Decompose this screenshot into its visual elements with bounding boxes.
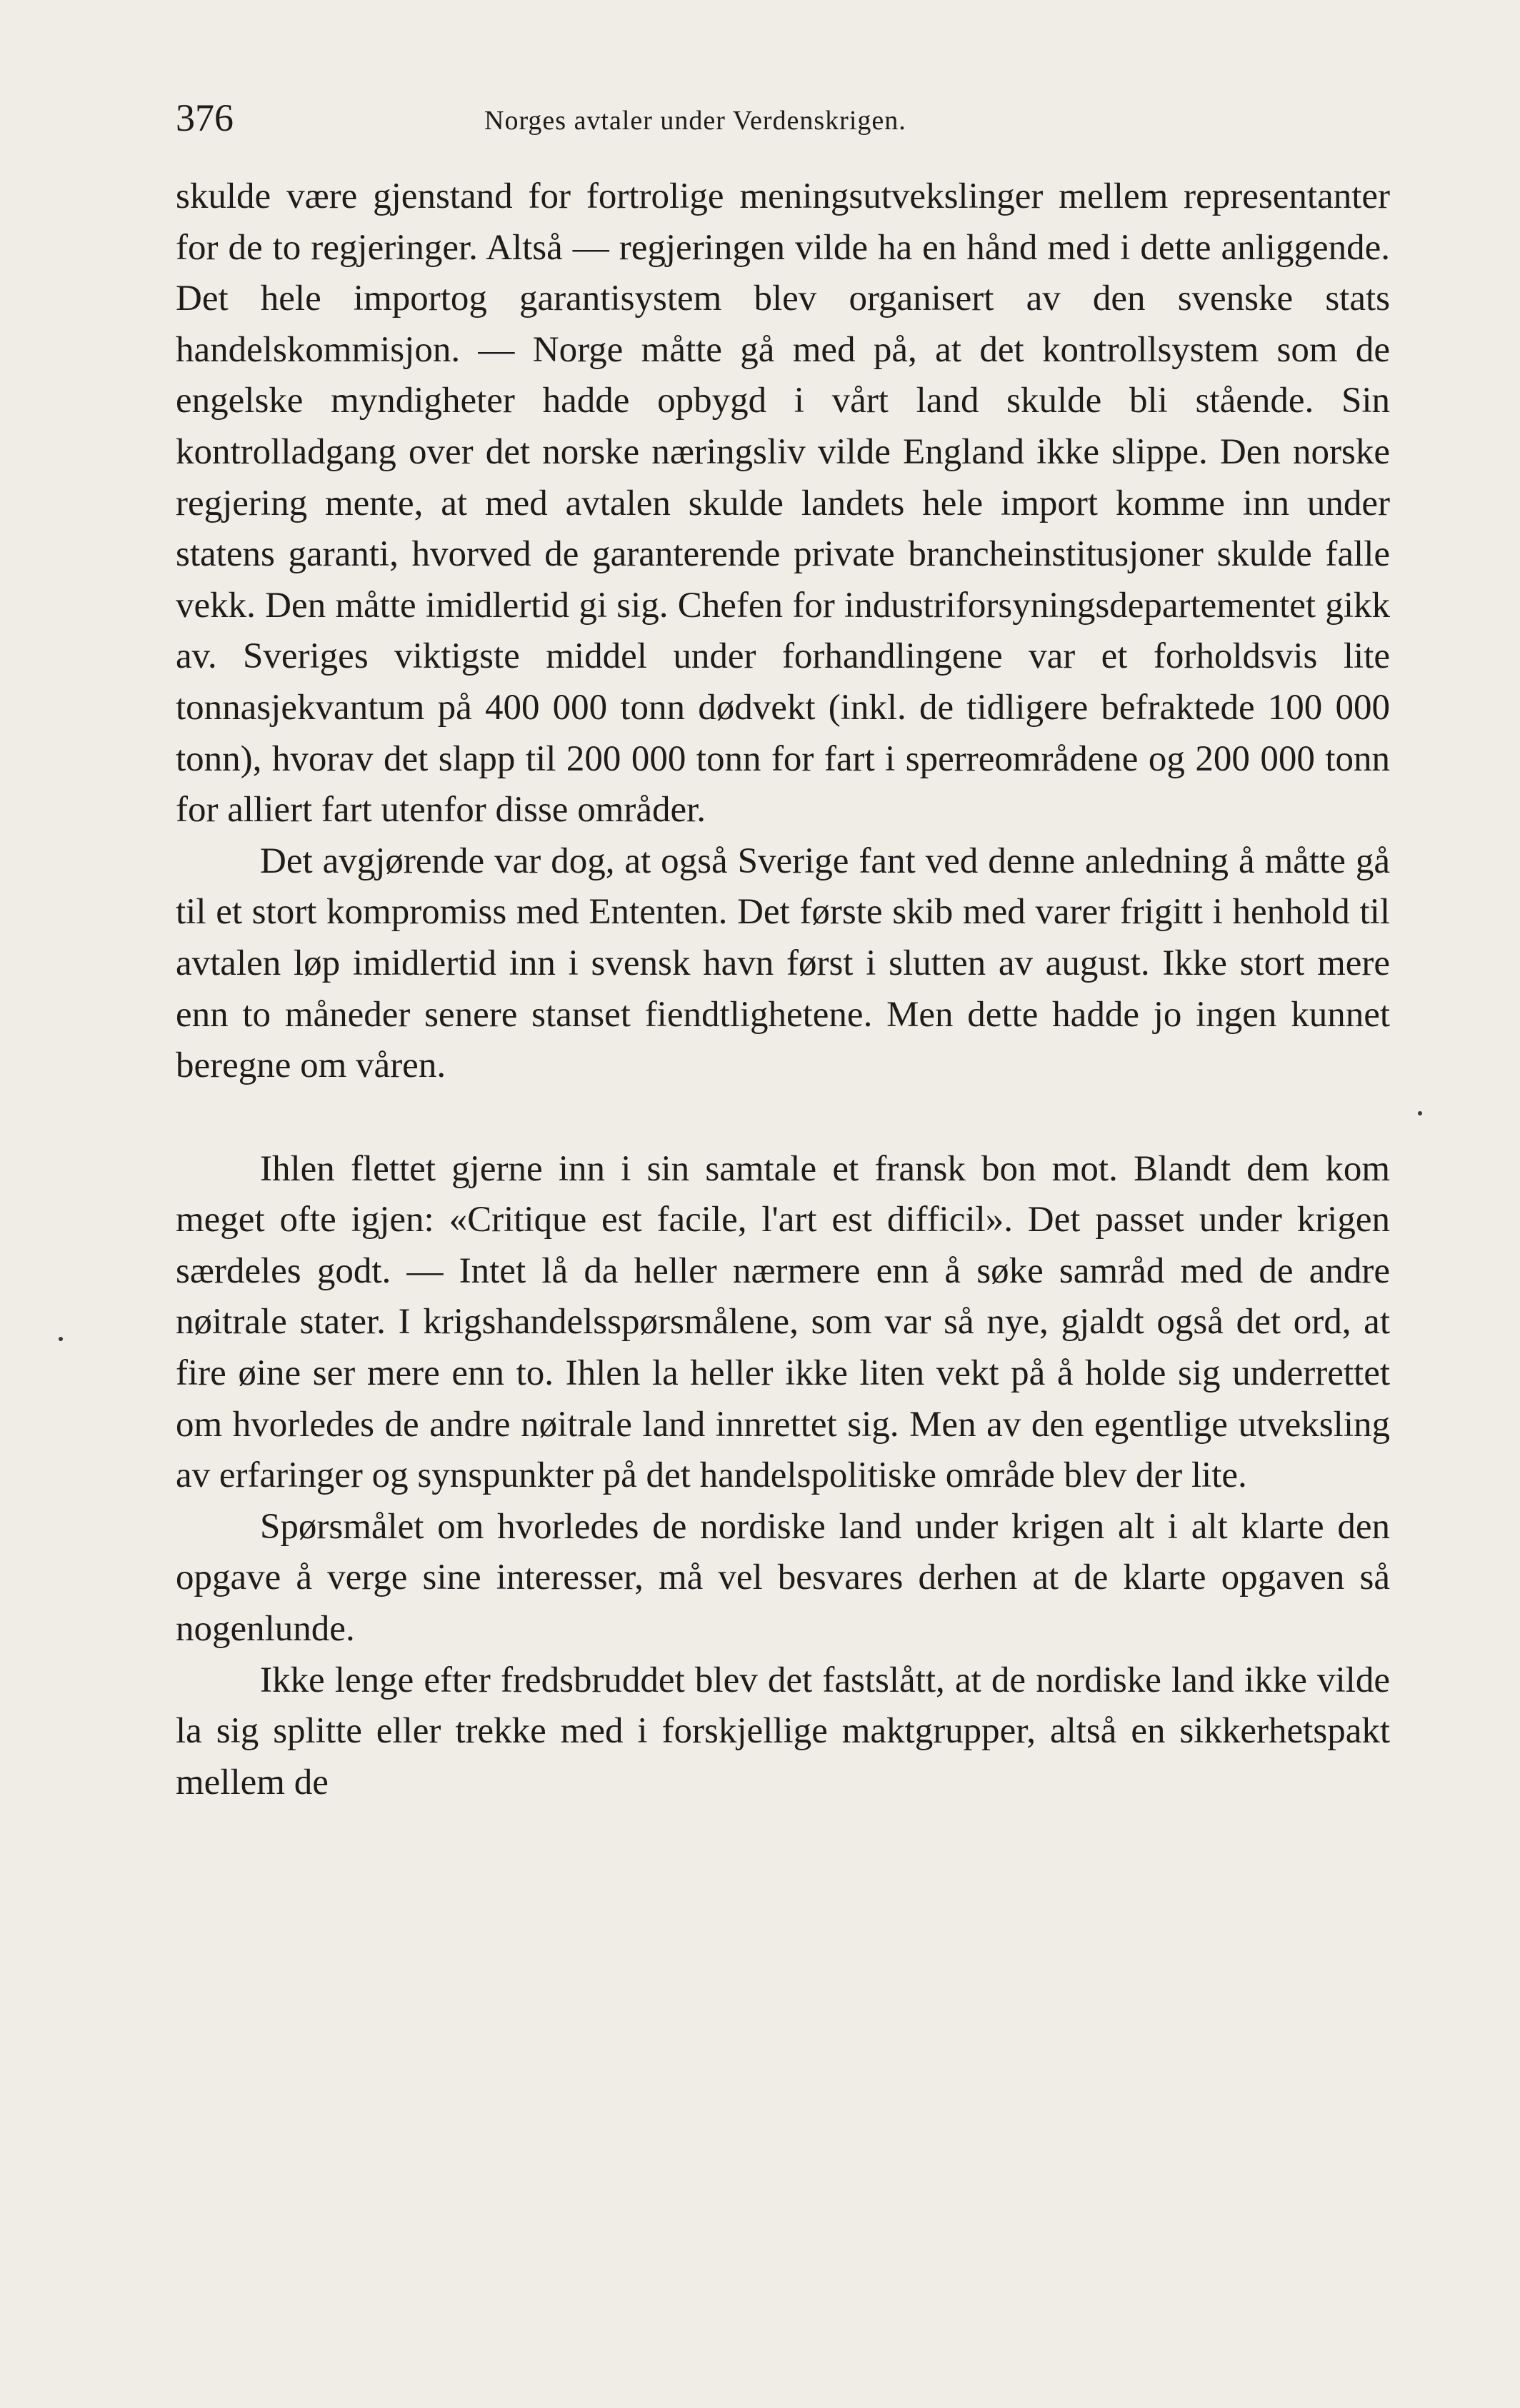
- paragraph: Det avgjørende var dog, at også Sverige fant ved denne anledning å måtte gå til et stort kompromiss med Ententen. Det første skib med varer frigitt i henhold til avtalen løp imidlertid inn i svensk havn først i slutten av august. Ikke stort mere enn to måneder senere stanset fiendtlighetene. Men dette hadde jo ingen kunnet beregne om våren.: [176, 841, 1390, 1086]
- page-number: 376: [176, 96, 234, 139]
- paragraph: Spørsmålet om hvorledes de nordiske land under krigen alt i alt klarte den opgave å verge sine interesser, må vel besvares derhen at de klarte opgaven så nogenlunde.: [176, 1506, 1390, 1650]
- paragraph-section-start: Ihlen flettet gjerne inn i sin samtale et fransk bon mot. Blandt dem kom meget ofte igjen: «Critique est facile, l'art est difficil». Det passet under krigen særdeles godt. — Intet lå da heller nærmere enn å søke samråd med de andre nøitrale stater. I krigshandelsspørsmålene, som var så nye, gjaldt også det ord, at fire øine ser mere enn to. Ihlen la heller ikke liten vekt på å holde sig underrettet om hvorledes de andre nøitrale land innrettet sig. Men av den egentlige utveksling av erfaringer og synspunkter på det handelspolitiske område blev der lite.: [176, 1148, 1390, 1496]
- running-head: [176, 86, 1390, 150]
- paragraph: Ikke lenge efter fredsbruddet blev det fastslått, at de nordiske land ikke vilde la sig splitte eller trekke med i forskjellige maktgrupper, altså en sikkerhetspakt mellem de: [176, 1660, 1390, 1802]
- body-text: [176, 171, 1390, 1808]
- running-title: Norges avtaler under Verdenskrigen.: [484, 106, 906, 136]
- print-speck: [1418, 1111, 1422, 1115]
- paragraph-continuation: skulde være gjenstand for fortrolige meningsutvekslinger mellem representanter for de to regjeringer. Altså — regjeringen vilde ha en hånd med i dette anliggende. Det hele importog garantisystem blev organisert av den svenske stats handelskommisjon. — Norge måtte gå med på, at det kontrollsystem som de engelske myndigheter hadde opbygd i vårt land skulde bli stående. Sin kontrolladgang over det norske næringsliv vilde England ikke slippe. Den norske regjering mente, at med avtalen skulde landets hele import komme inn under statens garanti, hvorved de garanterende private brancheinstitusjoner skulde falle vekk. Den måtte imidlertid gi sig. Chefen for industriforsyningsdepartementet gikk av. Sveriges viktigste middel under forhandlingene var et forholdsvis lite tonnasjekvantum på 400 000 tonn dødvekt (inkl. de tidligere befraktede 100 000 tonn), hvorav det slapp til 200 000 tonn for fart i sperreområdene og 200 000 tonn for alliert fart utenfor disse områder.: [176, 176, 1390, 831]
- print-speck: [59, 1337, 63, 1341]
